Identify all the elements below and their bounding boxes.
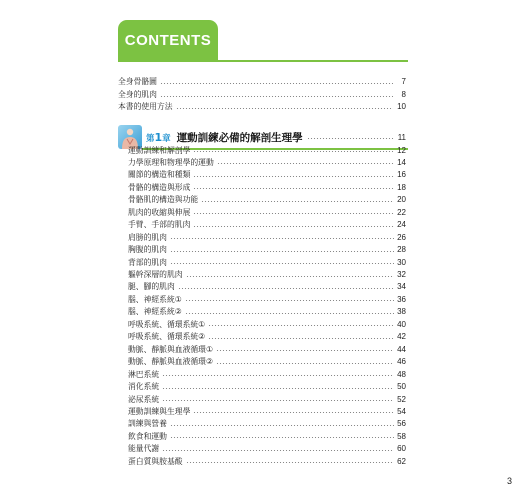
- toc-entry-page: 58: [397, 431, 406, 441]
- toc-entry-title: 呼吸系統、循環系統②: [128, 332, 206, 342]
- toc-entry-title: 骨骼的構造與形成: [128, 182, 191, 192]
- toc-entry-title: 骨骼肌的構造與功能: [128, 195, 199, 205]
- leader-dots: [162, 388, 394, 389]
- toc-entry-title: 動脈、靜脈與血液循環②: [128, 357, 213, 367]
- leader-dots: [217, 163, 394, 164]
- toc-entry[interactable]: [128, 443, 406, 455]
- toc-entry-title: 全身的肌肉: [118, 89, 157, 99]
- toc-entry[interactable]: [128, 156, 406, 168]
- toc-entry[interactable]: [128, 343, 406, 355]
- toc-entry-title: 腿、腳的肌肉: [128, 282, 175, 292]
- toc-entry-page: 28: [397, 245, 406, 255]
- toc-entry[interactable]: [118, 89, 406, 101]
- leader-dots: [160, 96, 393, 97]
- toc-entry-title: 呼吸系統、循環系統①: [128, 319, 206, 329]
- toc-entry[interactable]: [128, 194, 406, 206]
- toc-entry-page: 56: [397, 419, 406, 429]
- leader-dots: [193, 151, 394, 152]
- header-rule: [118, 60, 408, 62]
- leader-dots: [193, 213, 394, 214]
- toc-entry-page: 22: [397, 207, 406, 217]
- toc-entry-page: 20: [397, 195, 406, 205]
- chapter-title: 運動訓練必備的解剖生理學: [176, 131, 303, 144]
- leader-dots: [170, 437, 394, 438]
- toc-entry[interactable]: [118, 76, 406, 88]
- toc-entry-page: 12: [397, 145, 406, 155]
- toc-entry-page: 24: [397, 220, 406, 230]
- toc-entry-page: 52: [397, 394, 406, 404]
- toc-entry-title: 消化系統: [128, 382, 160, 392]
- contents-tab: [118, 20, 218, 60]
- toc-entry[interactable]: [128, 381, 406, 393]
- toc-entry[interactable]: [128, 293, 406, 305]
- toc-entry-title: 蛋白質與胺基酸: [128, 456, 183, 466]
- toc-entry[interactable]: [128, 231, 406, 243]
- toc-entry-title: 手臂、手部的肌肉: [128, 220, 191, 230]
- toc-entry[interactable]: [128, 169, 406, 181]
- toc-entry-page: 14: [397, 157, 406, 167]
- toc-entry-page: 62: [397, 456, 406, 466]
- toc-entry[interactable]: [128, 455, 406, 467]
- toc-entry-page: 26: [397, 232, 406, 242]
- toc-entry-page: 7: [401, 77, 406, 86]
- toc-entry[interactable]: [128, 269, 406, 281]
- toc-entry-title: 飲食和運動: [128, 431, 167, 441]
- leader-dots: [185, 313, 394, 314]
- toc-entry-title: 肩膀的肌肉: [128, 232, 167, 242]
- leader-dots: [178, 288, 394, 289]
- toc-entry-title: 背部的肌肉: [128, 257, 167, 267]
- toc-entry-page: 44: [397, 344, 406, 354]
- leader-dots: [176, 108, 393, 109]
- toc-entry-title: 肌肉的收縮與伸展: [128, 207, 191, 217]
- leader-dots: [162, 375, 394, 376]
- leader-dots: [216, 363, 394, 364]
- leader-dots: [186, 276, 395, 277]
- leader-dots: [216, 350, 394, 351]
- toc-entry-title: 腦、神經系統①: [128, 294, 182, 304]
- chapter-page: 11: [397, 132, 406, 142]
- leader-dots: [193, 412, 394, 413]
- leader-dots: [208, 325, 394, 326]
- toc-entry-title: 淋巴系統: [128, 369, 160, 379]
- leader-dots: [193, 226, 394, 227]
- leader-dots: [160, 83, 393, 84]
- chapter-number: 第1章: [146, 130, 171, 144]
- leader-dots: [193, 188, 394, 189]
- toc-entry[interactable]: [128, 318, 406, 330]
- leader-dots: [170, 263, 394, 264]
- toc-entry[interactable]: [128, 219, 406, 231]
- toc-entry-page: 30: [397, 257, 406, 267]
- toc-entry[interactable]: [128, 281, 406, 293]
- leader-dots: [201, 201, 394, 202]
- toc-entry[interactable]: [128, 306, 406, 318]
- leader-dots: [193, 176, 394, 177]
- toc-entry-page: 54: [397, 406, 406, 416]
- toc-entry[interactable]: [128, 181, 406, 193]
- leader-dots: [208, 338, 394, 339]
- toc-entry-page: 38: [397, 307, 406, 317]
- leader-dots: [185, 300, 394, 301]
- toc-entry-page: 60: [397, 444, 406, 454]
- toc-entry-title: 全身骨骼圖: [118, 77, 157, 86]
- toc-entry-title: 軀幹深層的肌肉: [128, 270, 183, 279]
- toc-entry[interactable]: [128, 331, 406, 343]
- toc-entry-title: 胸腹的肌肉: [128, 245, 167, 255]
- leader-dots: [170, 238, 394, 239]
- toc-entry[interactable]: [128, 244, 406, 256]
- toc-entry[interactable]: [128, 430, 406, 442]
- toc-entry-title: 動脈、靜脈與血液循環①: [128, 344, 213, 354]
- toc-entry-title: 本書的使用方法: [118, 102, 173, 111]
- leader-dots: [170, 251, 394, 252]
- toc-entry[interactable]: [128, 418, 406, 430]
- toc-entry-title: 關節的構造和種類: [128, 170, 191, 180]
- toc-entry[interactable]: [128, 206, 406, 218]
- toc-entry-page: 46: [397, 357, 406, 367]
- toc-entry-title: 腦、神經系統②: [128, 307, 182, 317]
- toc-entry-page: 50: [397, 382, 406, 392]
- toc-entry[interactable]: [128, 356, 406, 368]
- toc-entry[interactable]: [128, 405, 406, 417]
- toc-entry[interactable]: [128, 393, 406, 405]
- toc-entry-page: 42: [397, 332, 406, 342]
- toc-entry-title: 運動訓練與生理學: [128, 406, 191, 416]
- toc-entry-page: 40: [397, 319, 406, 329]
- toc-entry-title: 訓練與營養: [128, 419, 167, 429]
- leader-dots: [170, 425, 394, 426]
- leader-dots: [186, 462, 395, 463]
- toc-entry-page: 18: [397, 182, 406, 192]
- toc-entry-title: 能量代謝: [128, 444, 160, 454]
- toc-entry-title: 力學原理和物理學的運動: [128, 157, 214, 167]
- toc-entry[interactable]: [118, 101, 406, 113]
- toc-entry-title: 泌尿系統: [128, 394, 160, 404]
- contents-title: CONTENTS: [124, 31, 212, 49]
- toc-entry-page: 48: [397, 369, 406, 379]
- toc-entry-page: 10: [397, 102, 406, 111]
- toc-entry-page: 34: [397, 282, 406, 292]
- leader-dots: [162, 400, 394, 401]
- toc-entry-page: 8: [401, 89, 406, 99]
- toc-entry[interactable]: [128, 256, 406, 268]
- leader-dots: [307, 138, 394, 139]
- toc-entry[interactable]: [128, 368, 406, 380]
- toc-entry-page: 16: [397, 170, 406, 180]
- toc-entry-page: 36: [397, 294, 406, 304]
- page-number: 3: [507, 476, 513, 486]
- toc-entry[interactable]: [128, 144, 406, 156]
- toc-entry-title: 運動訓練和解剖學: [128, 145, 191, 155]
- leader-dots: [162, 450, 394, 451]
- toc-entry-page: 32: [397, 270, 406, 279]
